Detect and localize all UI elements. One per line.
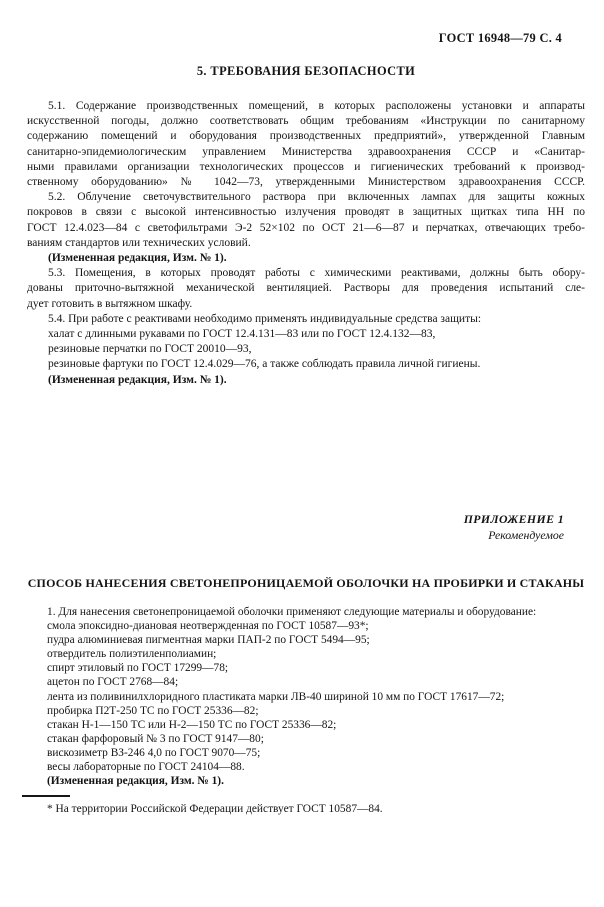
text-line: ными правилами организации технологических процессов и гигиенических требований к производ- <box>27 160 585 173</box>
text-line: пудра алюминиевая пигментная марки ПАП-2 по ГОСТ 5494—95; <box>47 634 370 647</box>
text-line: покровов в связи с высокой интенсивностью излучения проводят в защитных щитках типа НН по <box>27 206 585 219</box>
text-line: содержанию помещений и оборудования производственных предприятий», утвержденной Главным <box>27 130 585 143</box>
text-line: ГОСТ 12.4.023—84 с светофильтрами Э-2 52×102 по ОСТ 21—6—87 и перчатках, отвечающих требо- <box>27 221 585 234</box>
text-line: ственному оборудованию» № 1042—73, утвержденными Министерством здравоохранения СССР. <box>27 176 585 189</box>
text-line: 5.2. Облучение светочувствительного раствора при включенных лампах для защиты кожных <box>48 191 585 204</box>
text-line: отвердитель полиэтиленполиамин; <box>47 648 217 661</box>
text-line: резиновые перчатки по ГОСТ 20010—93, <box>48 343 252 356</box>
text-line: смола эпоксидно-диановая неотвержденная по ГОСТ 10587—93*; <box>47 620 369 633</box>
text-line: ваниям стандартов или технических условий. <box>27 236 251 249</box>
footnote-divider <box>22 795 70 797</box>
text-line: (Измененная редакция, Изм. № 1). <box>47 775 224 788</box>
section-5-heading: 5. ТРЕБОВАНИЯ БЕЗОПАСНОСТИ <box>196 64 416 78</box>
text-line: спирт этиловый по ГОСТ 17299—78; <box>47 662 229 675</box>
footnote-text: * На территории Российской Федерации действует ГОСТ 10587—84. <box>47 803 383 815</box>
text-line: 5.3. Помещения, в которых проводят работы с химическими реактивами, должны быть обору- <box>48 267 585 280</box>
text-line: 5.4. При работе с реактивами необходимо применять индивидуальные средства защиты: <box>48 312 482 325</box>
text-line: стакан фарфоровый № 3 по ГОСТ 9147—80; <box>47 732 264 745</box>
text-line: (Измененная редакция, Изм. № 1). <box>48 252 227 265</box>
appendix-body <box>27 605 585 788</box>
text-line: дованы приточно-вытяжной механической вентиляцией. Растворы для проведения испытаний сле- <box>27 282 585 295</box>
text-line: искусственной погоды, должно соответствовать общим требованиям «Инструкции по санитарному <box>27 115 585 128</box>
text-line: (Измененная редакция, Изм. № 1). <box>48 373 227 386</box>
text-line: ацетон по ГОСТ 2768—84; <box>47 676 179 689</box>
appendix-title: СПОСОБ НАНЕСЕНИЯ СВЕТОНЕПРОНИЦАЕМОЙ ОБОЛОЧКИ НА ПРОБИРКИ И СТАКАНЫ <box>27 576 585 590</box>
text-line: стакан Н-1—150 ТС или Н-2—150 ТС по ГОСТ 25336—82; <box>47 718 337 731</box>
text-line: вискозиметр ВЗ-246 4,0 по ГОСТ 9070—75; <box>47 746 261 759</box>
text-line: резиновые фартуки по ГОСТ 12.4.029—76, а также соблюдать правила личной гигиены. <box>48 358 481 371</box>
text-line: санитарно-эпидемиологическим управлением Министерства здравоохранения СССР и «Санитар- <box>27 145 585 158</box>
text-line: 5.1. Содержание производственных помещений, в которых расположены установки и аппараты <box>48 100 585 112</box>
appendix-label-block <box>27 512 564 543</box>
text-line: дует готовить в вытяжном шкафу. <box>27 297 193 310</box>
page-header-gost-number: ГОСТ 16948—79 С. 4 <box>438 31 562 45</box>
text-line: лента из поливинилхлоридного пластиката марки ЛВ-40 шириной 10 мм по ГОСТ 17617—72; <box>47 690 505 703</box>
text-line: пробирка П2Т-250 ТС по ГОСТ 25336—82; <box>47 704 259 717</box>
appendix-sublabel: Рекомендуемое <box>488 527 564 542</box>
appendix-label: ПРИЛОЖЕНИЕ 1 <box>463 512 564 526</box>
text-line: 1. Для нанесения светонепроницаемой оболочки применяют следующие материалы и оборудование: <box>47 606 537 618</box>
text-line: весы лабораторные по ГОСТ 24104—88. <box>47 761 245 774</box>
text-line: халат с длинными рукавами по ГОСТ 12.4.131—83 или по ГОСТ 12.4.132—83, <box>48 328 436 341</box>
section-5-body <box>27 99 585 388</box>
